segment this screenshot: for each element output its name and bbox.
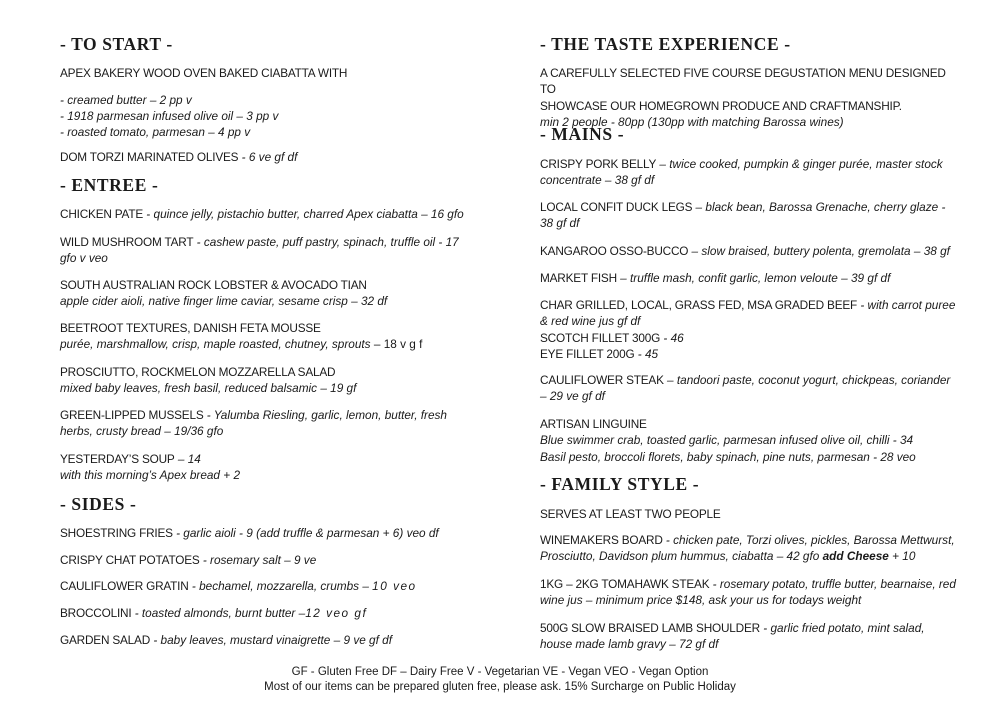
menu-item-fries: SHOESTRING FRIES - garlic aioli - 9 (add truffle & parmesan + 6) veo df: [60, 526, 439, 540]
ciabatta-option: - roasted tomato, parmesan – 4 pp v: [60, 125, 251, 139]
mains-heading: - MAINS -: [540, 124, 625, 144]
entree-heading: - ENTREE -: [60, 175, 159, 195]
menu-item-garden-salad: GARDEN SALAD - baby leaves, mustard vinaigrette – 9 ve gf df: [60, 633, 393, 647]
menu-item-lobster: SOUTH AUSTRALIAN ROCK LOBSTER & AVOCADO TIAN apple cider aioli, native finger lime caviar, sesame crisp – 32 df: [60, 278, 388, 309]
taste-heading: - THE TASTE EXPERIENCE -: [540, 34, 791, 54]
menu-item-duck-legs: LOCAL CONFIT DUCK LEGS – black bean, Barossa Grenache, cherry glaze - 38 gf df: [540, 200, 946, 231]
sides-heading: - SIDES -: [60, 494, 137, 514]
dietary-legend: GF - Gluten Free DF – Dairy Free V - Vegetarian VE - Vegan VEO - Vegan Option: [291, 666, 709, 678]
menu-item-lamb-shoulder: 500G SLOW BRAISED LAMB SHOULDER - garlic fried potato, mint salad, house made lamb gravy – 72 gf df: [540, 621, 925, 652]
beef-option: EYE FILLET 200G - 45: [540, 347, 659, 362]
menu-item-chat-potatoes: CRISPY CHAT POTATOES - rosemary salt – 9 ve: [60, 553, 317, 567]
menu-item-market-fish: MARKET FISH – truffle mash, confit garlic, lemon veloute – 39 gf df: [540, 271, 891, 285]
menu-item-beef: CHAR GRILLED, LOCAL, GRASS FED, MSA GRADED BEEF - with carrot puree & red wine jus gf df SCOTCH FILLET 300G - 46 EYE FILLET 200G - 45: [540, 297, 958, 363]
menu-item-beetroot: BEETROOT TEXTURES, DANISH FETA MOUSSE purée, marshmallow, crisp, maple roasted, chutney, sprouts – 18 v g f: [60, 321, 423, 352]
to-start-heading: - TO START -: [60, 34, 173, 54]
menu-item-cauliflower-steak: CAULIFLOWER STEAK – tandoori paste, coconut yogurt, chickpeas, coriander – 29 ve gf df: [540, 373, 951, 404]
menu-item-winemakers-board: WINEMAKERS BOARD - chicken pate, Torzi olives, pickles, Barossa Mettwurst, Prosciutto, Davidson plum hummus, ciabatta – 42 gfo add Cheese + 10: [540, 533, 955, 564]
menu-item-mushroom-tart: WILD MUSHROOM TART - cashew paste, puff pastry, spinach, truffle oil - 17 gfo v veo: [60, 235, 459, 266]
menu-item-prosciutto: PROSCIUTTO, ROCKMELON MOZZARELLA SALAD mixed baby leaves, fresh basil, reduced balsamic – 19 gf: [60, 365, 357, 396]
menu-item-chicken-pate: CHICKEN PATE - quince jelly, pistachio butter, charred Apex ciabatta – 16 gfo: [60, 207, 464, 221]
menu-item-pork-belly: CRISPY PORK BELLY – twice cooked, pumpkin & ginger purée, master stock concentrate – 38 gf df: [540, 157, 943, 188]
menu-item-linguine: ARTISAN LINGUINE Blue swimmer crab, toasted garlic, parmesan infused olive oil, chilli - 34 Basil pesto, broccoli florets, baby spinach, pine nuts, parmesan - 28 veo: [540, 417, 916, 464]
menu-item-tomahawk: 1KG – 2KG TOMAHAWK STEAK - rosemary potato, truffle butter, bearnaise, red wine jus – minimum price $148, ask your us for todays weight: [540, 577, 956, 608]
menu-item-broccolini: BROCCOLINI - toasted almonds, burnt butter –12 veo gf: [60, 606, 368, 620]
family-style-subtitle: SERVES AT LEAST TWO PEOPLE: [540, 507, 721, 521]
menu-item-kangaroo: KANGAROO OSSO-BUCCO – slow braised, buttery polenta, gremolata – 38 gf: [540, 244, 950, 258]
menu-item-soup: YESTERDAY’S SOUP – 14 with this morning’s Apex bread + 2: [60, 452, 241, 483]
taste-description: A CAREFULLY SELECTED FIVE COURSE DEGUSTATION MENU DESIGNED TO SHOWCASE OUR HOMEGROWN PRODUCE AND CRAFTMANSHIP. min 2 people - 80pp (130pp with matching Barossa wines): [540, 66, 946, 130]
menu-item-cauliflower-gratin: CAULIFLOWER GRATIN - bechamel, mozzarella, crumbs – 10 veo: [60, 579, 417, 593]
beef-option: SCOTCH FILLET 300G - 46: [540, 330, 684, 345]
ciabatta-option: - creamed butter – 2 pp v: [60, 93, 192, 107]
menu-item-olives: DOM TORZI MARINATED OLIVES - 6 ve gf df: [60, 150, 298, 164]
family-style-heading: - FAMILY STYLE -: [540, 474, 700, 494]
ciabatta-option: - 1918 parmesan infused olive oil – 3 pp v: [60, 109, 279, 123]
menu-footer: [0, 665, 1000, 695]
ciabatta-title: APEX BAKERY WOOD OVEN BAKED CIABATTA WITH: [60, 66, 348, 80]
footer-note: Most of our items can be prepared gluten free, please ask. 15% Surcharge on Public Holiday: [264, 681, 736, 693]
menu-item-mussels: GREEN-LIPPED MUSSELS - Yalumba Riesling, garlic, lemon, butter, fresh herbs, crusty bread – 19/36 gfo: [60, 408, 447, 439]
